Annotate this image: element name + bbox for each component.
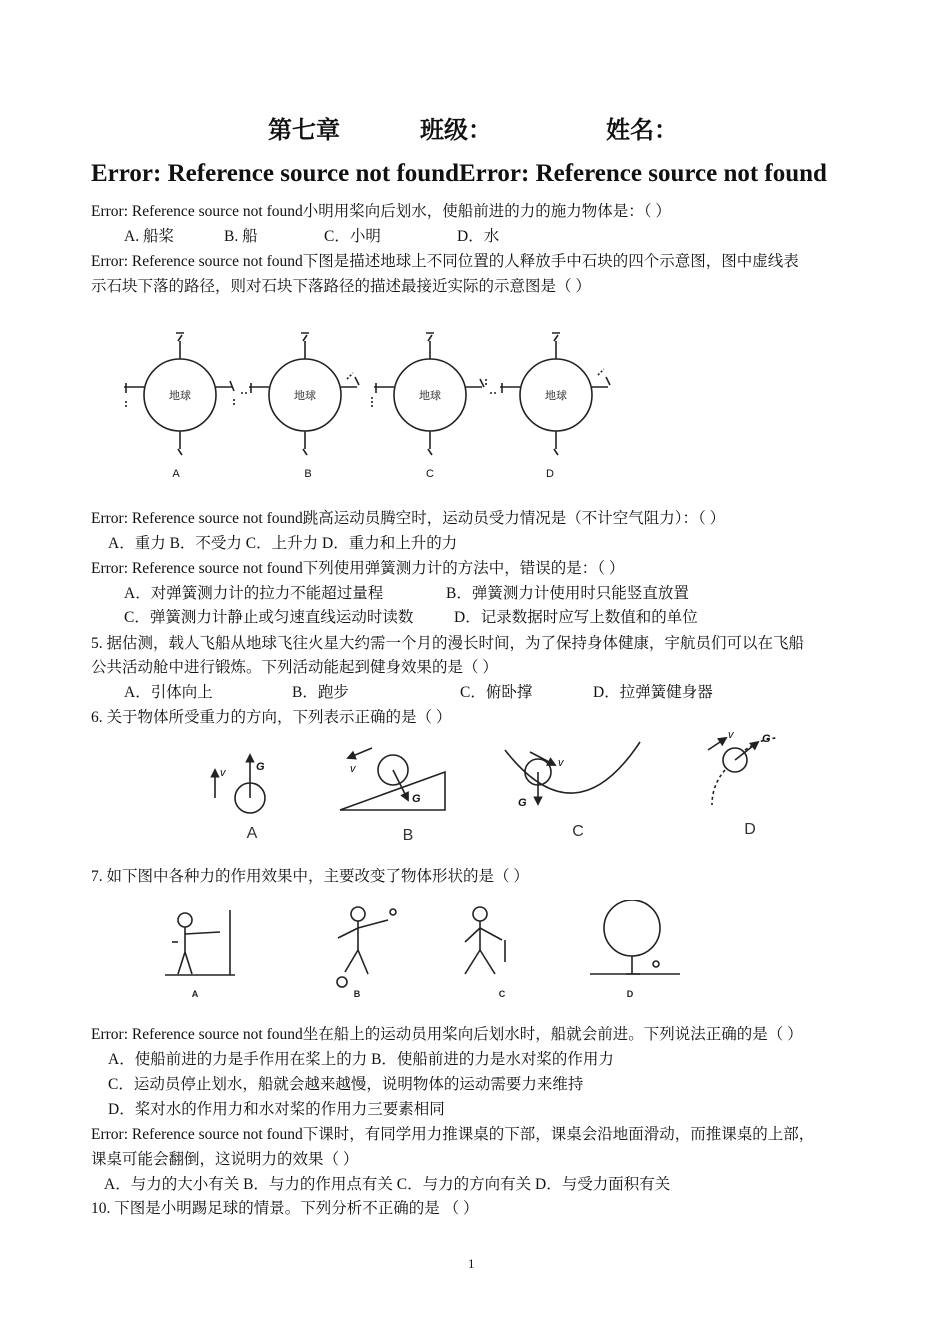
gravity-b — [340, 748, 445, 810]
q9-stem-line2: 课桌可能会翻倒，这说明力的效果（ ） — [91, 1151, 359, 1168]
g-label-c: G — [518, 797, 527, 809]
q5-option-a: A．引体向上 — [124, 684, 213, 701]
fig-label-c: C — [426, 468, 434, 480]
g-label-b: G — [412, 793, 421, 805]
v-label-d: v — [728, 730, 734, 741]
fig-label-d: D — [546, 468, 554, 480]
q8-option-c: C．运动员停止划水，船就会越来越慢，说明物体的运动需要力来维持 — [108, 1076, 584, 1093]
q6-label-d: D — [744, 821, 756, 838]
q5-stem-line2: 公共活动舱中进行锻炼。下列活动能起到健身效果的是（ ） — [91, 659, 498, 676]
gravity-c — [505, 742, 640, 804]
q7-label-d: D — [626, 989, 634, 999]
q9-options: A．与力的大小有关 B．与力的作用点有关 C．与力的方向有关 D．与受力面积有关 — [104, 1176, 671, 1193]
q4-options-ab — [124, 581, 689, 606]
q2-stem-line2: 示石块下落的路径，则对石块下落路径的描述最接近实际的示意图是（ ） — [91, 278, 591, 295]
gravity-d — [708, 738, 778, 805]
q6-stem: 6. 关于物体所受重力的方向，下列表示正确的是（ ） — [91, 709, 452, 726]
q3-stem: Error: Reference source not found跳高运动员腾空时，运动员受力情况是（不计空气阻力）：（ ） — [91, 510, 726, 527]
q5-option-c: C．俯卧撑 — [460, 684, 533, 701]
q3-options: A．重力 B．不受力 C．上升力 D．重力和上升的力 — [108, 535, 458, 552]
q6-label-b: B — [402, 827, 414, 844]
q7-label-a: A — [191, 989, 199, 999]
section-heading: Error: Reference source not foundError: Reference source not found — [91, 160, 827, 187]
q10-stem: 10. 下图是小明踢足球的情景。下列分析不正确的是 （ ） — [91, 1200, 479, 1217]
earth-label-b: 地球 — [294, 390, 316, 402]
force-figure-a — [165, 910, 235, 975]
q1-options — [124, 224, 499, 249]
q5-option-b: B．跑步 — [292, 684, 349, 701]
q4-option-c: C．弹簧测力计静止或匀速直线运动时读数 — [124, 609, 414, 626]
force-figure-c — [465, 907, 505, 974]
v-label-b: v — [350, 763, 356, 775]
earth-label-a: 地球 — [169, 390, 191, 402]
class-label: 班级： — [420, 118, 492, 144]
q4-option-b: B．弹簧测力计使用时只能竖直放置 — [446, 585, 689, 602]
q4-options-cd — [124, 605, 698, 630]
q1-option-d: D．水 — [457, 228, 500, 245]
v-label-c: v — [558, 757, 564, 769]
force-figure-d — [590, 900, 680, 974]
q7-label-b: B — [353, 989, 361, 999]
q5-options — [124, 680, 713, 705]
q7-force-figure — [150, 900, 690, 1005]
q1-option-b: B. 船 — [224, 228, 258, 245]
q1-option-a: A. 船桨 — [124, 228, 174, 245]
q6-label-c: C — [572, 823, 584, 840]
q4-option-d: D．记录数据时应写上数值和的单位 — [454, 609, 698, 626]
earth-label-d: 地球 — [545, 390, 567, 402]
q6-gravity-figure — [200, 730, 800, 845]
g-label-a: G — [256, 761, 265, 773]
q7-stem: 7. 如下图中各种力的作用效果中，主要改变了物体形状的是（ ） — [91, 868, 529, 885]
q4-option-a: A．对弹簧测力计的拉力不能超过量程 — [124, 585, 384, 602]
q2-stem-line1: Error: Reference source not found下图是描述地球上不同位置的人释放手中石块的四个示意图，图中虚线表 — [91, 253, 799, 270]
q9-stem-line1: Error: Reference source not found下课时，有同学用力推课桌的下部，课桌会沿地面滑动，而推课桌的上部， — [91, 1126, 815, 1143]
v-label-a: v — [220, 767, 226, 779]
q1-stem: Error: Reference source not found小明用桨向后划水，使船前进的力的施力物体是：（ ） — [91, 203, 671, 220]
g-label-d: G — [762, 733, 771, 745]
q1-option-c: C．小明 — [324, 228, 381, 245]
name-label: 姓名： — [606, 118, 678, 144]
q5-stem-line1: 5. 据估测，载人飞船从地球飞往火星大约需一个月的漫长时间，为了保持身体健康，宇航员们可以在飞船 — [91, 635, 805, 652]
q8-stem: Error: Reference source not found坐在船上的运动员用桨向后划水时，船就会前进。下列说法正确的是（ ） — [91, 1026, 803, 1043]
q2-earth-figure — [110, 325, 620, 485]
q8-option-d: D．桨对水的作用力和水对桨的作用力三要素相同 — [108, 1101, 445, 1118]
fig-label-b: B — [304, 468, 312, 480]
chapter-title: 第七章 — [268, 118, 340, 144]
q6-label-a: A — [246, 825, 258, 842]
fig-label-a: A — [172, 468, 180, 480]
page-number: 1 — [468, 1256, 475, 1271]
q7-label-c: C — [498, 989, 506, 999]
force-figure-b — [337, 907, 396, 987]
q5-option-d: D．拉弹簧健身器 — [593, 684, 713, 701]
earth-label-c: 地球 — [419, 390, 441, 402]
q8-options-ab: A．使船前进的力是手作用在桨上的力 B．使船前进的力是水对桨的作用力 — [108, 1051, 614, 1068]
q4-stem: Error: Reference source not found下列使用弹簧测力计的方法中，错误的是：（ ） — [91, 560, 625, 577]
